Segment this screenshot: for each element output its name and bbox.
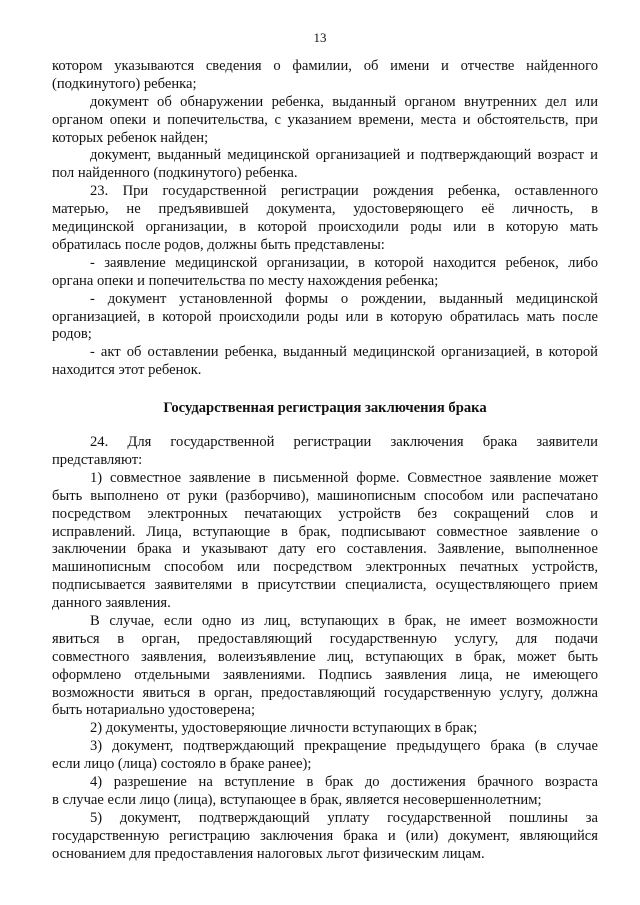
text-line: - документ установленной формы о рождении, выданный медицинской bbox=[90, 290, 598, 307]
text-line: находится этот ребенок. bbox=[52, 362, 202, 379]
text-line: совместного заявления, волеизъявление лиц, вступающих в брак, может быть bbox=[52, 648, 598, 665]
text-line: 2) документы, удостоверяющие личности вступающих в брак; bbox=[90, 720, 478, 737]
text-line: 5) документ, подтверждающий уплату государственной пошлины за bbox=[90, 809, 598, 826]
text-line: обратилась после родов, должны быть представлены: bbox=[52, 236, 385, 253]
paragraph bbox=[52, 470, 598, 613]
paragraph bbox=[52, 434, 598, 470]
text-line: быть нотариально удостоверена; bbox=[52, 702, 256, 719]
text-line: возможности явиться в орган, предоставляющий государственную услугу, должна bbox=[52, 684, 598, 701]
text-line: представляют: bbox=[52, 451, 143, 468]
text-line: 23. При государственной регистрации рождения ребенка, оставленного bbox=[90, 183, 598, 200]
paragraph bbox=[52, 255, 598, 291]
text-line: заключении брака и указывают дату его составления. Заявление, выполненное bbox=[52, 541, 598, 558]
paragraph bbox=[52, 774, 598, 810]
section-heading: Государственная регистрация заключения брака bbox=[163, 400, 487, 417]
text-line: 3) документ, подтверждающий прекращение предыдущего брака (в случае bbox=[90, 738, 598, 755]
text-line: органом опеки и попечительства, с указанием времени, места и обстоятельств, при bbox=[52, 111, 598, 128]
paragraph bbox=[52, 58, 598, 94]
text-line: исправлений. Лица, вступающие в брак, подписывают совместное заявление о bbox=[52, 523, 598, 540]
text-line: 4) разрешение на вступление в брак до достижения брачного возраста bbox=[90, 774, 598, 791]
text-line: 24. Для государственной регистрации заключения брака заявители bbox=[90, 434, 598, 451]
text-line: - заявление медицинской организации, в которой находится ребенок, либо bbox=[90, 254, 598, 271]
paragraph bbox=[52, 291, 598, 345]
paragraph bbox=[52, 94, 598, 148]
text-line: явиться в орган, предоставляющий государственную услугу, для подачи bbox=[52, 630, 598, 647]
document-body bbox=[52, 58, 598, 864]
text-line: котором указываются сведения о фамилии, об имени и отчестве найденного bbox=[52, 58, 598, 74]
text-line: (подкинутого) ребенка; bbox=[52, 75, 197, 92]
text-line: государственную регистрацию заключения брака и (или) документ, являющийся bbox=[52, 827, 598, 844]
text-line: В случае, если одно из лиц, вступающих в брак, не имеет возможности bbox=[90, 612, 598, 629]
paragraph bbox=[52, 738, 598, 774]
text-line: в случае если лицо (лица), вступающее в брак, является несовершеннолетним; bbox=[52, 791, 542, 808]
text-line: - акт об оставлении ребенка, выданный медицинской организацией, в которой bbox=[90, 344, 598, 361]
paragraph bbox=[52, 613, 598, 720]
text-line: оформлено отдельными заявлениями. Подпись заявления лица, не имеющего bbox=[52, 666, 598, 683]
text-line: подписывается заявителями в присутствии специалиста, осуществляющего прием bbox=[52, 577, 598, 594]
text-line: если лицо (лица) состояло в браке ранее); bbox=[52, 756, 312, 773]
paragraph bbox=[52, 720, 598, 738]
paragraph bbox=[52, 183, 598, 255]
text-line: органа опеки и попечительства по месту нахождения ребенка; bbox=[52, 272, 439, 289]
page-number: 13 bbox=[313, 30, 327, 45]
paragraph bbox=[52, 147, 598, 183]
text-line: которых ребенок найден; bbox=[52, 129, 209, 146]
text-line: организацией, в которой происходили роды или в которую обратилась мать после bbox=[52, 308, 598, 325]
text-line: матерью, не предъявившей документа, удостоверяющего её личность, в bbox=[52, 201, 598, 218]
paragraph bbox=[52, 344, 598, 380]
text-line: основанием для предоставления налоговых льгот физическим лицам. bbox=[52, 845, 485, 862]
text-line: родов; bbox=[52, 326, 92, 343]
text-line: данного заявления. bbox=[52, 595, 171, 612]
text-line: документ об обнаружении ребенка, выданный органом внутренних дел или bbox=[90, 93, 598, 110]
text-line: пол найденного (подкинутого) ребенка. bbox=[52, 165, 298, 182]
text-line: быть выполнено от руки (разборчиво), машинописным способом или распечатано bbox=[52, 487, 598, 504]
text-line: машинописным способом или посредством электронных печатных устройств, bbox=[52, 559, 598, 576]
text-line: документ, выданный медицинской организацией и подтверждающий возраст и bbox=[90, 147, 598, 164]
text-line: медицинской организации, в которой происходили роды или в которую мать bbox=[52, 219, 598, 236]
text-line: посредством электронных печатающих устройств без сокращений слов и bbox=[52, 505, 598, 522]
text-line: 1) совместное заявление в письменной форме. Совместное заявление может bbox=[90, 469, 598, 486]
paragraph bbox=[52, 810, 598, 864]
